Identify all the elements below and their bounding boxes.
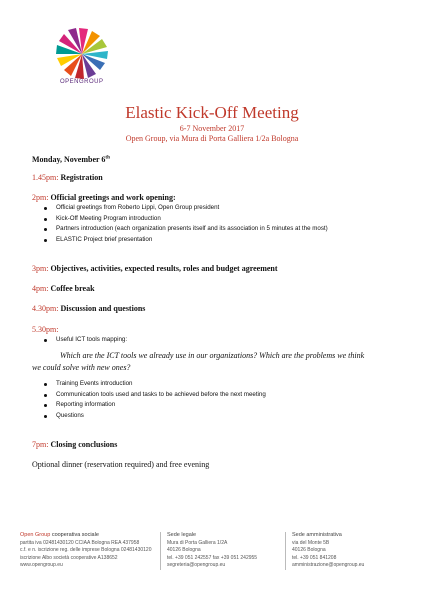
agenda-dinner: Optional dinner (reservation required) and free evening: [32, 460, 210, 469]
meeting-venue: Open Group, via Mura di Porta Galliera 1/2a Bologna: [125, 134, 299, 143]
agenda-label: Closing conclusions: [50, 440, 118, 449]
question-line: Which are the ICT tools we already use in our organizations? Which are the problems we think: [60, 351, 365, 360]
footer-email-link[interactable]: segreteria@opengroup.eu: [167, 562, 226, 568]
agenda-time: 7pm:: [32, 440, 49, 449]
agenda-time: 4.30pm:: [32, 304, 59, 313]
list-item: Official greetings from Roberto Lippi, Open Group president: [44, 203, 328, 214]
footer-heading: Sede legale: [167, 532, 197, 538]
list-item: Training Events introduction: [44, 379, 266, 390]
list-item: Kick-Off Meeting Program introduction: [44, 214, 328, 225]
agenda-opening: [32, 193, 176, 202]
agenda-coffee: [32, 284, 95, 293]
day-suffix: th: [105, 155, 110, 161]
day-label: Monday, November 6: [32, 155, 106, 164]
agenda-discussion: [32, 304, 145, 313]
ict-list: [44, 335, 127, 346]
footer-email-link[interactable]: amministrazione@opengroup.eu: [292, 562, 365, 568]
footer-website-link[interactable]: www.opengroup.eu: [20, 562, 63, 568]
footer-divider: [160, 532, 161, 570]
list-item: Questions: [44, 411, 266, 422]
ict-question: [32, 350, 392, 374]
day-heading: [32, 155, 110, 164]
footer-line: iscrizione Albo società cooperative A138652: [20, 554, 118, 561]
footer-heading: Sede amministrativa: [292, 532, 342, 538]
footer-legal-office: [167, 532, 257, 570]
footer-line: tel. +39 051 242557 fax +39 051 242955: [167, 554, 258, 561]
list-item: Partners introduction (each organization presents itself and its association in 5 minutes at the most): [44, 224, 328, 235]
footer-admin-office: [292, 532, 364, 570]
question-line: we could solve with new ones?: [32, 363, 131, 372]
meeting-date: 6-7 November 2017: [179, 124, 245, 133]
agenda-label: Official greetings and work opening:: [50, 193, 176, 202]
list-item: ELASTIC Project brief presentation: [44, 235, 328, 246]
footer-company: [20, 532, 151, 570]
footer-line: partita iva 02481430120 CCIAA Bologna REA 437958: [20, 539, 140, 546]
footer-line: Mura di Porta Galliera 1/2A: [167, 539, 228, 546]
footer-line: c.f. e n. iscrizione reg. delle imprese Bologna 02481430120: [20, 547, 152, 553]
agenda-closing: [32, 440, 117, 449]
page-title: Elastic Kick-Off Meeting: [125, 103, 299, 122]
footer-line: tel. +39 051 841208: [292, 554, 337, 561]
list-item: Useful ICT tools mapping:: [44, 335, 127, 346]
footer-line: 40126 Bologna: [292, 547, 326, 553]
agenda-time: 5.30pm:: [32, 325, 59, 334]
list-item: Reporting information: [44, 400, 266, 411]
list-item: Communication tools used and tasks to be achieved before the next meeting: [44, 390, 266, 401]
ict-followup-list: [44, 379, 266, 421]
agenda-time: 3pm:: [32, 264, 49, 273]
agenda-registration: [32, 173, 103, 182]
opening-list: [44, 203, 328, 245]
agenda-time: 4pm:: [32, 284, 49, 293]
footer-brand: Open Group: [20, 532, 51, 538]
agenda-time: 2pm:: [32, 193, 49, 202]
footer-divider: [285, 532, 286, 570]
agenda-time: 1.45pm:: [32, 173, 59, 182]
logo-wordmark: OPENGROUP: [60, 79, 104, 85]
agenda-label: Coffee break: [50, 284, 95, 293]
agenda-ict: [32, 325, 58, 334]
agenda-label: Discussion and questions: [60, 304, 146, 313]
footer-line: 40126 Bologna: [167, 547, 201, 553]
agenda-label: Registration: [60, 173, 103, 182]
footer-line: via del Monte 5B: [292, 539, 330, 546]
footer-brand-sub: cooperativa sociale: [51, 532, 99, 538]
agenda-objectives: [32, 264, 278, 273]
agenda-label: Objectives, activities, expected results, roles and budget agreement: [50, 264, 278, 273]
